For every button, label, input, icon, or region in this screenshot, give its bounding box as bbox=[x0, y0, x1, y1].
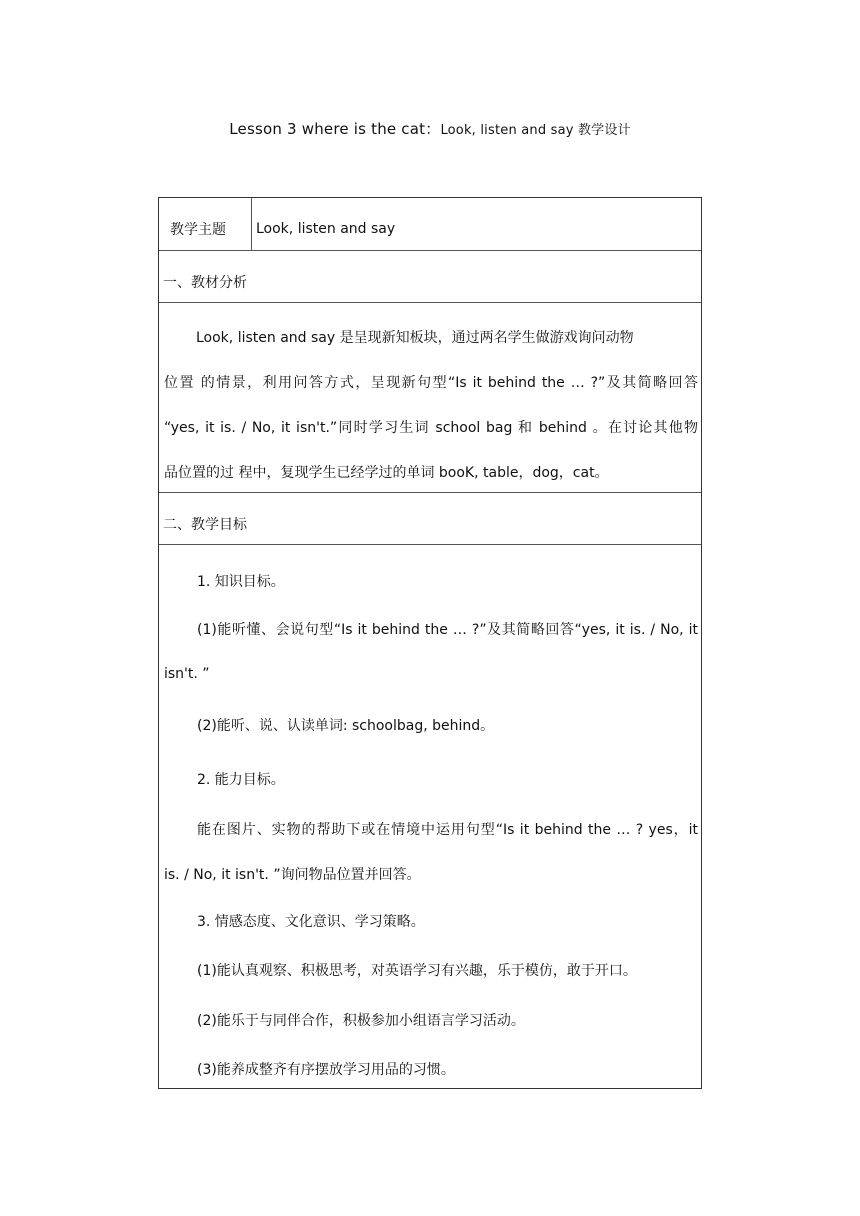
section2-line: 1. 知识目标。 bbox=[197, 574, 285, 590]
theme-value: Look, listen and say bbox=[256, 221, 396, 237]
row-divider bbox=[159, 250, 701, 251]
row-divider bbox=[159, 544, 701, 545]
lesson-plan-table bbox=[158, 197, 702, 1089]
section2-line: (1)能听懂、会说句型“Is it behind the … ?”及其简略回答“yes, it is. / No, it bbox=[197, 622, 698, 638]
document-title-main: Lesson 3 where is the cat： bbox=[229, 120, 441, 138]
section2-line: 2. 能力目标。 bbox=[197, 772, 285, 788]
section2-line: (1)能认真观察、积极思考，对英语学习有兴趣，乐于模仿，敢于开口。 bbox=[197, 963, 637, 979]
column-divider bbox=[251, 198, 252, 250]
section2-line: 能在图片、实物的帮助下或在情境中运用句型“Is it behind the … ? yes，it bbox=[197, 822, 698, 838]
section2-line: (2)能听、说、认读单词: schoolbag, behind。 bbox=[197, 718, 495, 734]
section2-line: is. / No, it isn't. ”询问物品位置并回答。 bbox=[164, 867, 421, 883]
section1-line: “yes, it is. / No, it isn't.”同时学习生词 school bag 和 behind 。在讨论其他物 bbox=[164, 420, 698, 436]
section1-line: Look, listen and say 是呈现新知板块，通过两名学生做游戏询问动物 bbox=[196, 330, 634, 346]
row-divider bbox=[159, 302, 701, 303]
section2-heading: 二、教学目标 bbox=[163, 517, 247, 533]
document-title bbox=[0, 118, 860, 139]
section1-line: 品位置的过 程中，复现学生已经学过的单词 booK, table，dog，cat。 bbox=[164, 465, 609, 481]
row-divider bbox=[159, 492, 701, 493]
section2-line: isn't. ” bbox=[164, 666, 210, 682]
section1-heading: 一、教材分析 bbox=[163, 275, 247, 291]
section2-line: 3. 情感态度、文化意识、学习策略。 bbox=[197, 914, 425, 930]
section2-line: (3)能养成整齐有序摆放学习用品的习惯。 bbox=[197, 1062, 455, 1078]
section1-line: 位置 的情景，利用问答方式，呈现新句型“Is it behind the … ?”及其简略回答 bbox=[164, 375, 698, 391]
section2-line: (2)能乐于与同伴合作，积极参加小组语言学习活动。 bbox=[197, 1013, 525, 1029]
document-title-sub: Look, listen and say 教学设计 bbox=[440, 123, 631, 138]
theme-label: 教学主题 bbox=[170, 222, 226, 238]
